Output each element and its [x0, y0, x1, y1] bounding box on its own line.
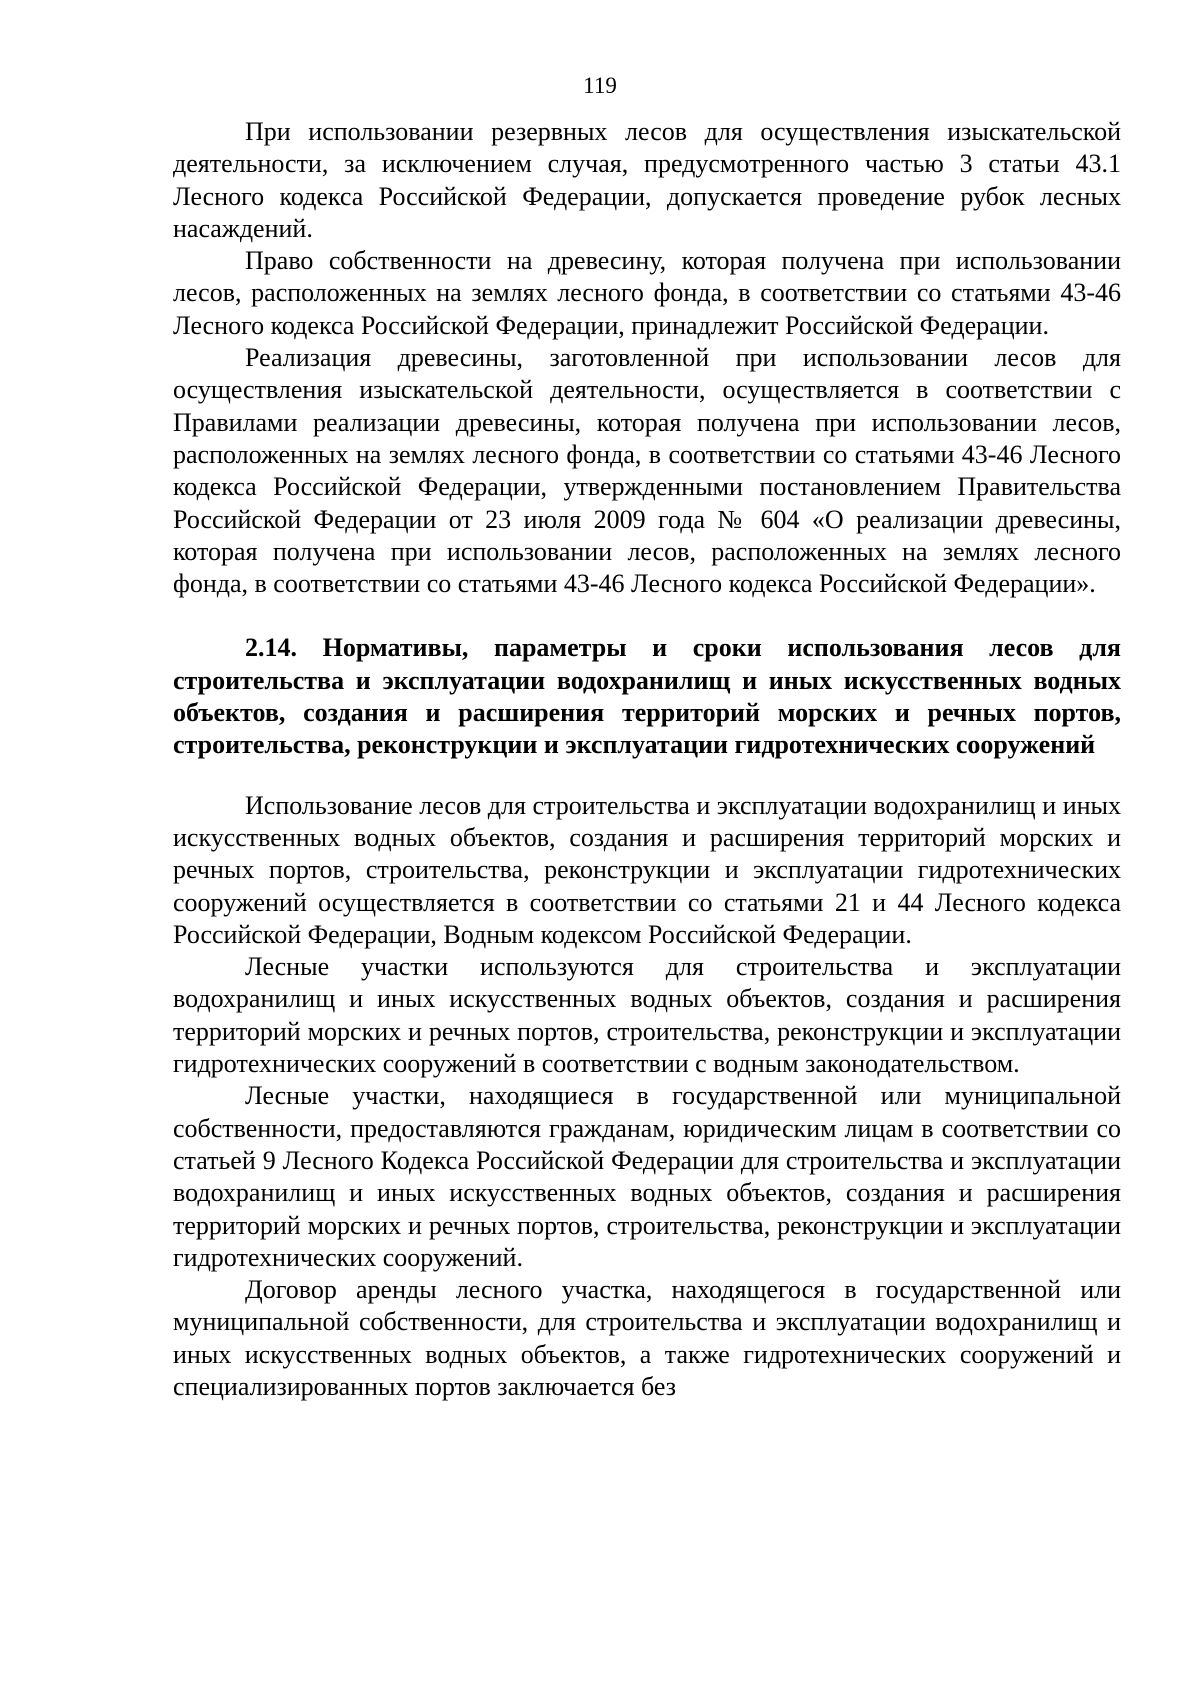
paragraph-forest-plots-provision: Лесные участки, находящиеся в государственной или муниципальной собственности, предоставляются гражданам, юридическим лицам в соответствии со статьей 9 Лесного Кодекса Российской Федерации для строительства и эксплуатации водохранилищ и иных искусственных водных объектов, создания и расширения территорий морских и речных портов, строительства, реконструкции и эксплуатации гидротехнических сооружений. — [173, 1081, 1121, 1272]
paragraph-reserve-forests-felling: При использовании резервных лесов для осуществления изыскательской деятельности, за исключением случая, предусмотренного частью 3 статьи 43.1 Лесного кодекса Российской Федерации, допускается проведение рубок лесных насаждений. — [173, 117, 1121, 243]
page-number: 119 — [583, 73, 617, 98]
paragraph-lease-agreement: Договор аренды лесного участка, находящегося в государственной или муниципальной собственности, для строительства и эксплуатации водохранилищ и иных искусственных водных объектов, а также гидротехнических сооружений и специализированных портов заключается без — [173, 1275, 1121, 1401]
section-heading-2-14: 2.14. Нормативы, параметры и сроки использования лесов для строительства и эксплуатации водохранилищ и иных искусственных водных объектов, создания и расширения территорий морских и речных портов, строительства, реконструкции и эксплуатации гидротехнических сооружений — [173, 633, 1121, 760]
document-body — [173, 116, 1121, 1403]
paragraph-forest-plots-water-law: Лесные участки используются для строительства и эксплуатации водохранилищ и иных искусственных водных объектов, создания и расширения территорий морских и речных портов, строительства, реконструкции и эксплуатации гидротехнических сооружений в соответствии с водным законодательством. — [173, 952, 1121, 1079]
paragraph-wood-sale: Реализация древесины, заготовленной при использовании лесов для осуществления изыскательской деятельности, осуществляется в соответствии с Правилами реализации древесины, которая получена при использовании лесов, расположенных на землях лесного фонда, в соответствии со статьями 43-46 Лесного кодекса Российской Федерации, утвержденными постановлением Правительства Российской Федерации от 23 июля 2009 года № 604 «О реализации древесины, которая получена при использовании лесов, расположенных на землях лесного фонда, в соответствии со статьями 43-46 Лесного кодекса Российской Федерации». — [173, 343, 1121, 599]
paragraph-forest-use-hydraulic: Использование лесов для строительства и эксплуатации водохранилищ и иных искусственных водных объектов, создания и расширения территорий морских и речных портов, строительства, реконструкции и эксплуатации гидротехнических сооружений осуществляется в соответствии со статьями 21 и 44 Лесного кодекса Российской Федерации, Водным кодексом Российской Федерации. — [173, 790, 1121, 949]
paragraph-wood-ownership: Право собственности на древесину, которая получена при использовании лесов, расположенных на землях лесного фонда, в соответствии со статьями 43-46 Лесного кодекса Российской Федерации, принадлежит Российской Федерации. — [173, 246, 1121, 340]
